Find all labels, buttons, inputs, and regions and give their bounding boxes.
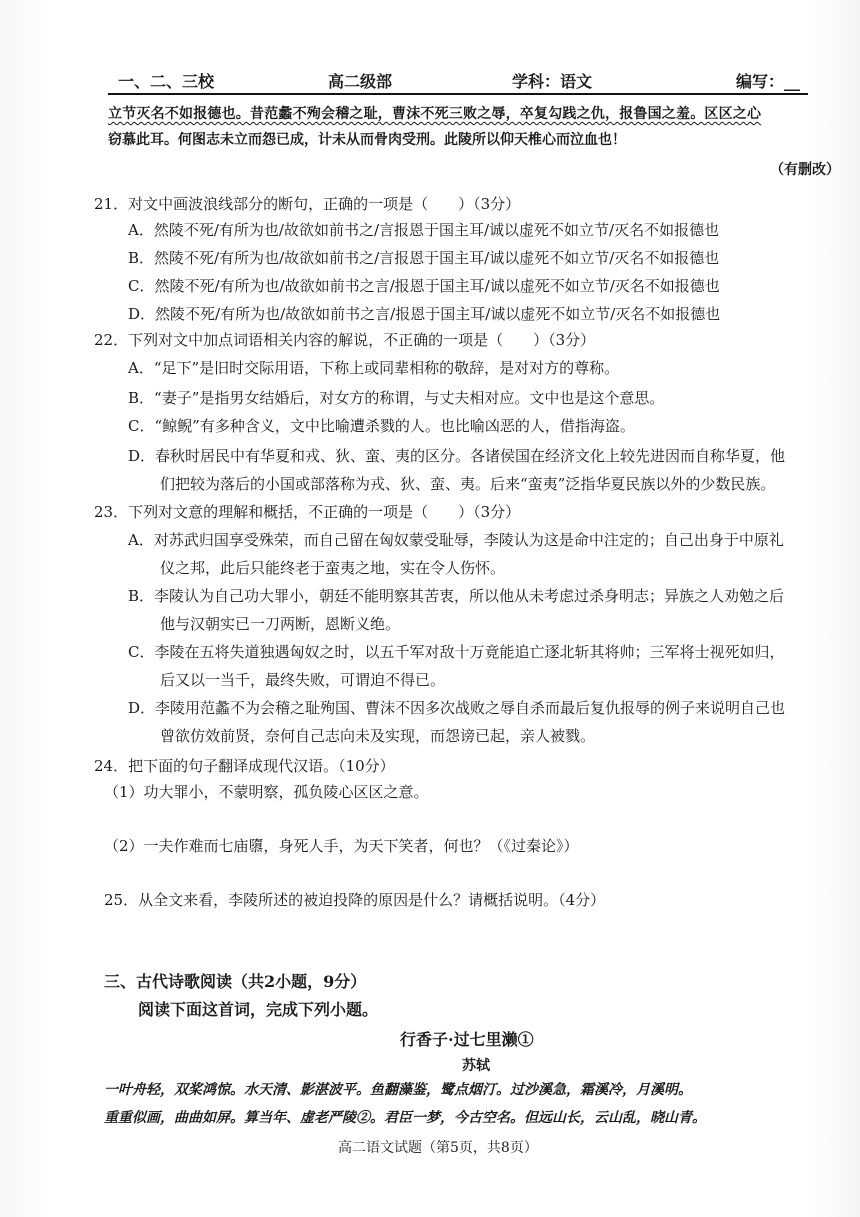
q23-option-a-line2: 仪之邦，此后只能终老于蛮夷之地，实在令人伤怀。 [160, 559, 506, 577]
poem-line-2: 重重似画，曲曲如屏。算当年、虚老严陵②。君臣一梦，今古空名。但远山长，云山乱，晓山青。 [104, 1110, 706, 1126]
q22-option-d-line2: 们把较为落后的小国或部落称为戎、狄、蛮、夷。后来“蛮夷”泛指华夏民族以外的少数民族。 [160, 475, 776, 493]
q21-option-d: D．然陵不死/有所为也/故欲如前书之言/报恩于国主耳/诚以虚死不如立节/灭名不如报德也 [128, 305, 721, 323]
q25-stem: 25．从全文来看，李陵所述的被迫投降的原因是什么？请概括说明。（4分） [104, 891, 606, 909]
q24-sentence-1: （1）功大罪小，不蒙明察，孤负陵心区区之意。 [104, 783, 429, 801]
page-footer: 高二语文试题（第5页，共8页） [338, 1140, 538, 1156]
q21-option-b: B．然陵不死/有所为也/故欲如前书之/言报恩于国主耳/诚以虚死不如立节/灭名不如报德也 [128, 249, 720, 267]
q23-option-a-line1: A．对苏武归国享受殊荣，而自己留在匈奴蒙受耻辱，李陵认为这是命中注定的；自己出身于中原礼 [128, 531, 784, 549]
q23-option-b-line1: B．李陵认为自己功大罪小，朝廷不能明察其苦衷，所以他从未考虑过杀身明志；异族之人劝勉之后 [128, 587, 785, 605]
header-subject: 学科：语文 [512, 72, 593, 91]
q23-option-b-line2: 他与汉朝实已一刀两断，恩断义绝。 [160, 615, 401, 633]
q21-option-a: A．然陵不死/有所为也/故欲如前书之/言报恩于国主耳/诚以虚死不如立节/灭名不如报德也 [128, 221, 720, 239]
q23-stem: 23．下列对文意的理解和概括，不正确的一项是（ ）（3分） [94, 503, 521, 521]
passage-line-1 [108, 104, 761, 124]
header-author: 编写：__ [736, 72, 801, 91]
section-3-instruction: 阅读下面这首词，完成下列小题。 [138, 1000, 379, 1019]
header-schools: 一、二、三校 [118, 72, 215, 91]
q22-option-b: B．“妻子”是指男女结婚后，对女方的称谓，与丈夫相对应。文中也是这个意思。 [128, 389, 665, 407]
q21-stem: 21．对文中画波浪线部分的断句，正确的一项是（ ）（3分） [94, 195, 521, 213]
poem-author: 苏轼 [462, 1058, 490, 1074]
section-3-title: 三、古代诗歌阅读（共2小题，9分） [104, 972, 367, 991]
passage-note: （有删改） [770, 162, 840, 178]
poem-title: 行香子·过七里濑① [400, 1030, 534, 1049]
q24-sentence-2: （2）一夫作难而七庙隳，身死人手，为天下笑者，何也？（《过秦论》） [104, 837, 579, 855]
q24-stem: 24．把下面的句子翻译成现代汉语。（10分） [94, 757, 395, 775]
header-department: 高二级部 [328, 72, 393, 91]
q23-option-c-line2: 后又以一当千，最终失败，可谓迫不得已。 [160, 671, 446, 689]
q22-option-a: A．“足下”是旧时交际用语，下称上或同辈相称的敬辞，是对对方的尊称。 [128, 359, 620, 377]
q22-option-c: C．“鲸鲵”有多种含义，文中比喻遭杀戮的人。也比喻凶恶的人，借指海盗。 [128, 417, 635, 435]
wavy-underlined-text: 立节灭名不如报德也。昔范蠡不殉会稽之耻，曹沫不死三败之辱，卒复勾践之仇，报鲁国之羞。区区之心 [108, 106, 762, 122]
q23-option-d-line1: D．李陵用范蠡不为会稽之耻殉国、曹沫不因多次战败之辱自杀而最后复仇报辱的例子来说明自己也 [128, 699, 786, 717]
q23-option-d-line2: 曾欲仿效前贤，奈何自己志向未及实现，而怨谤已起，亲人被戮。 [160, 727, 596, 745]
poem-line-1: 一叶舟轻，双桨鸿惊。水天清、影湛波平。鱼翻藻鉴，鹭点烟汀。过沙溪急，霜溪冷，月溪明。 [104, 1082, 692, 1098]
q21-option-c: C．然陵不死/有所为也/故欲如前书之言/报恩于国主耳/诚以虚死不如立节/灭名不如报德也 [128, 277, 720, 295]
q23-option-c-line1: C．李陵在五将失道独遇匈奴之时，以五千军对敌十万竟能追亡逐北斩其将帅；三军将士视死如归， [128, 643, 785, 661]
q22-stem: 22．下列对文中加点词语相关内容的解说，不正确的一项是（ ）（3分） [94, 331, 596, 349]
q22-option-d-line1: D．春秋时居民中有华夏和戎、狄、蛮、夷的区分。各诸侯国在经济文化上较先进因而自称华夏，他 [128, 447, 786, 465]
header-divider [108, 93, 808, 95]
passage-line-2: 窃慕此耳。何图志未立而怨已成，计未从而骨肉受刑。此陵所以仰天椎心而泣血也！ [108, 132, 626, 148]
